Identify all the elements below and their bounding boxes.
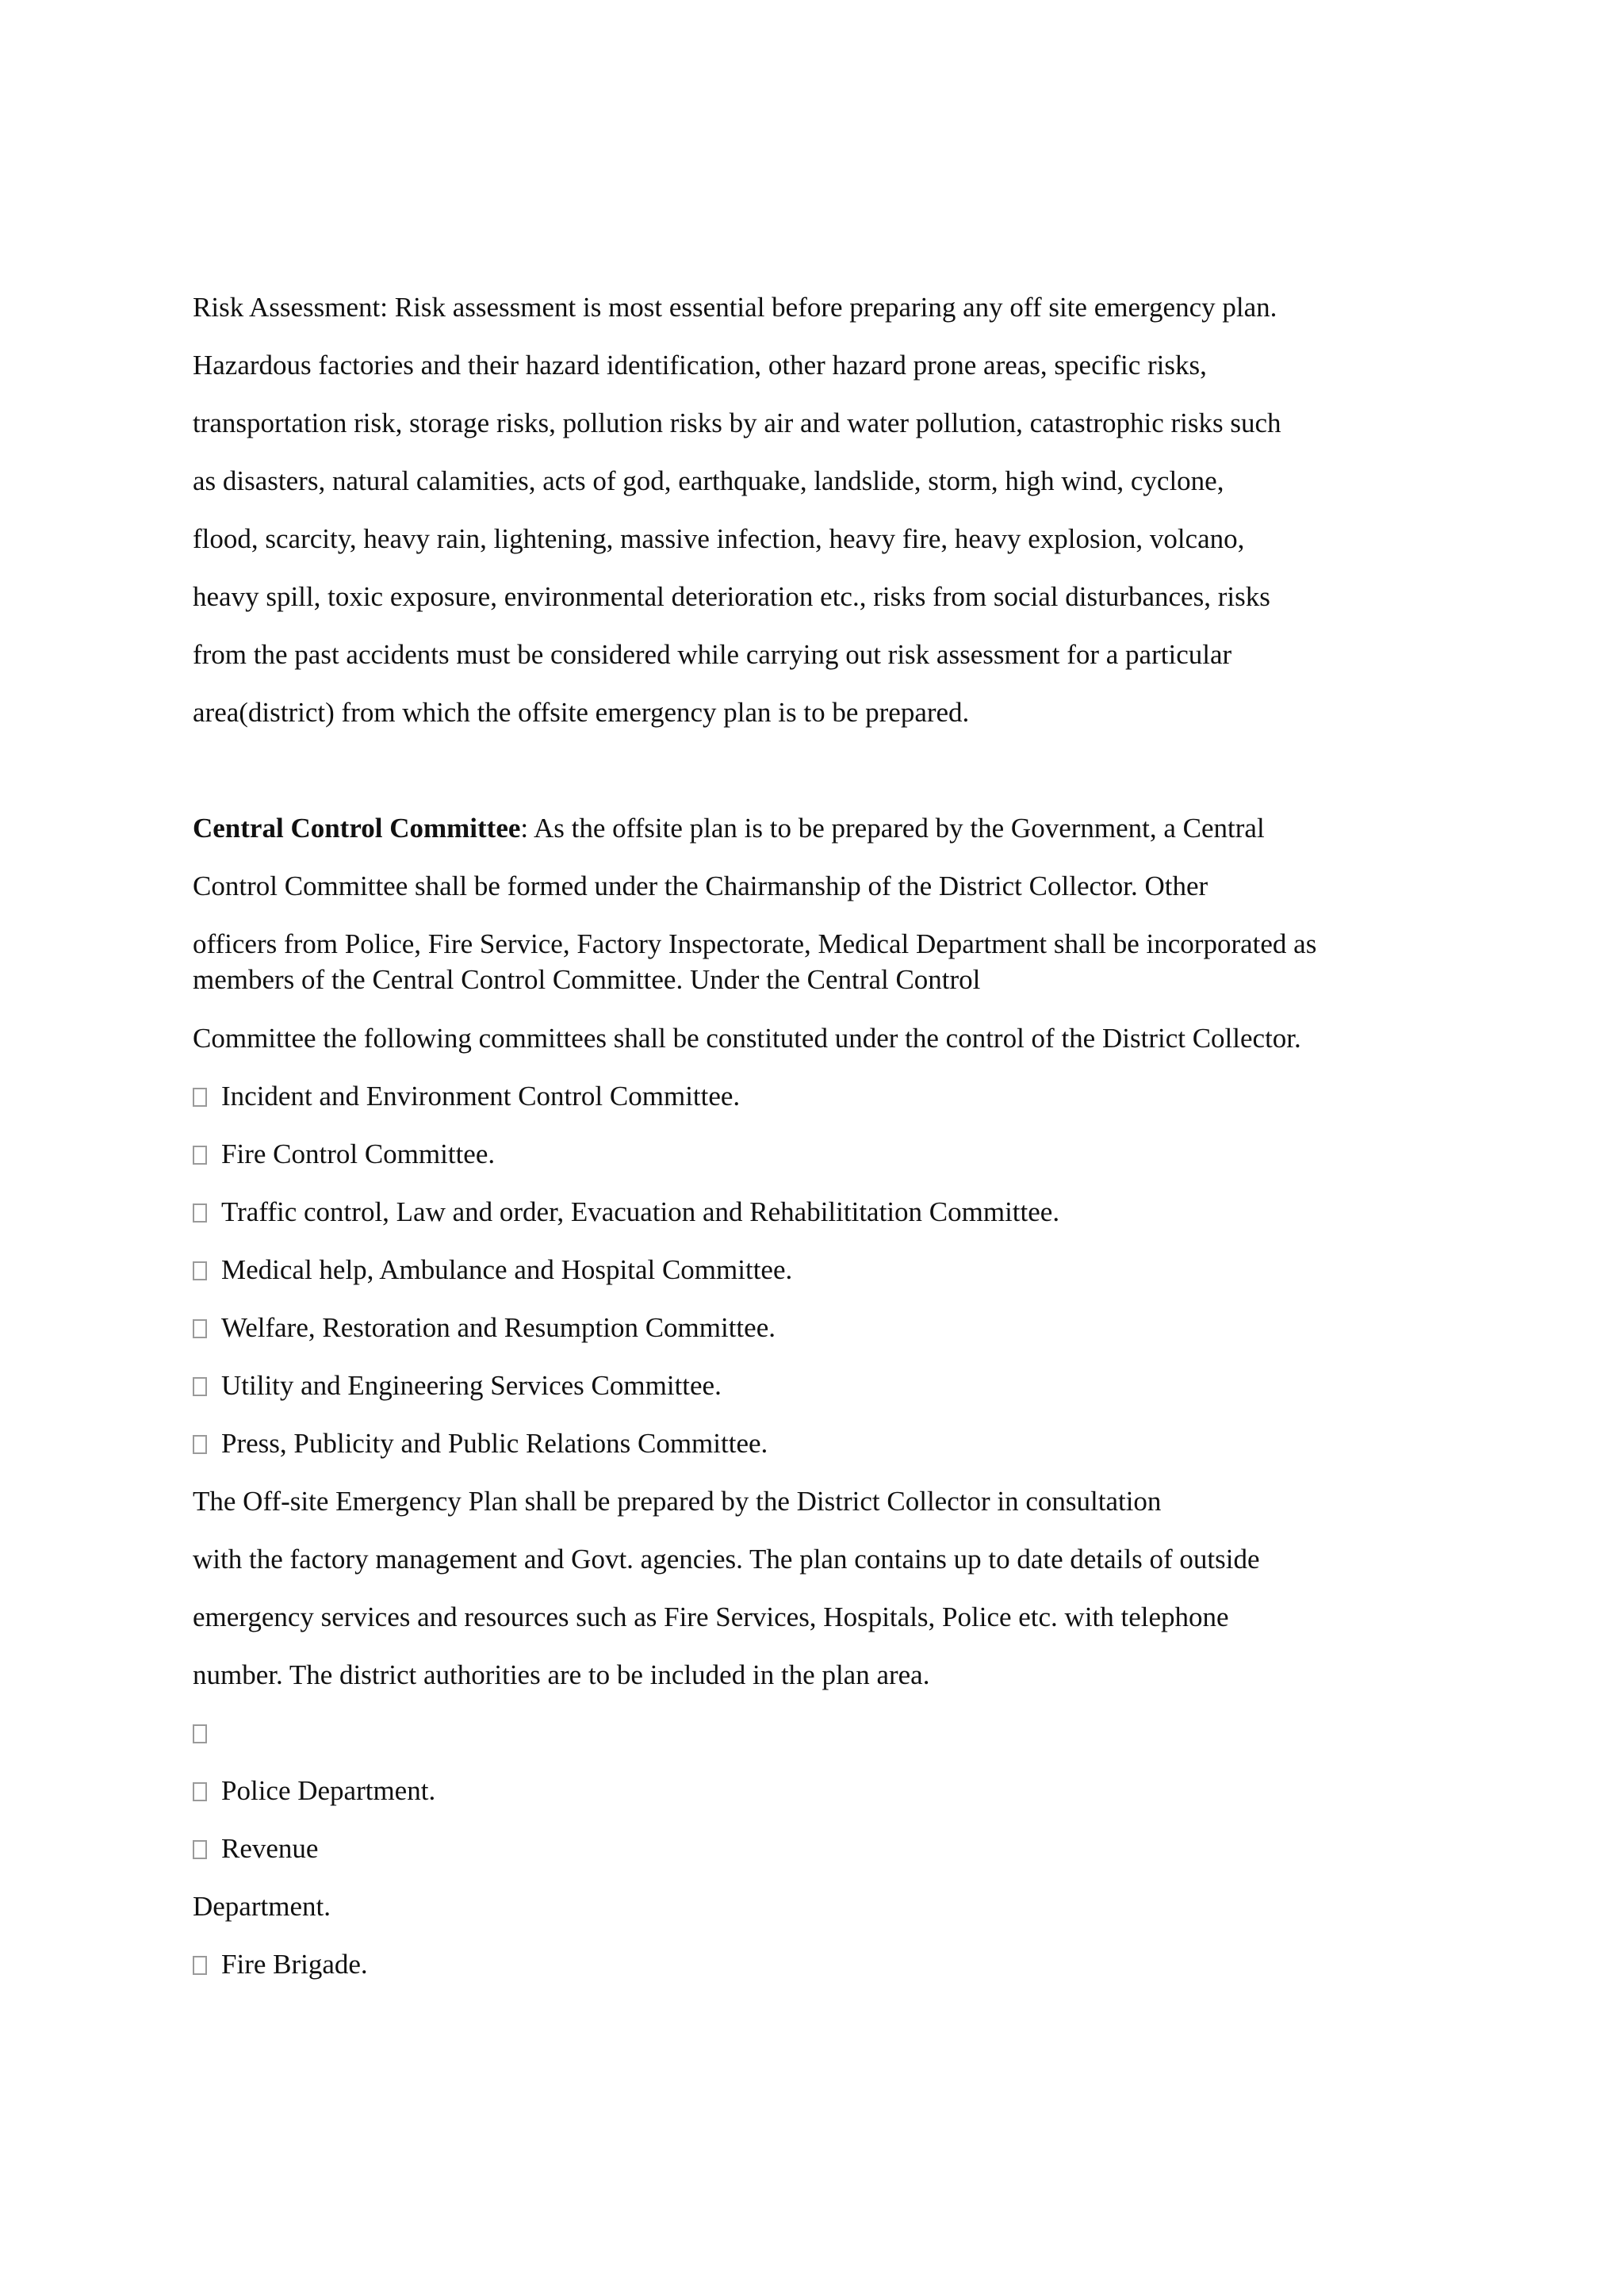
risk-assessment-line-7: from the past accidents must be considered while carrying out risk assessment for a particular (193, 639, 1232, 670)
bullet-box-icon (193, 1319, 207, 1338)
risk-assessment-line-4: as disasters, natural calamities, acts of god, earthquake, landslide, storm, high wind, cyclone, (193, 465, 1224, 496)
list-item (193, 1137, 495, 1172)
list-item (193, 1079, 740, 1114)
bullet-box-icon (193, 1435, 207, 1454)
offsite-plan-line-1: The Off-site Emergency Plan shall be prepared by the District Collector in consultation (193, 1486, 1162, 1517)
risk-assessment-line-3: transportation risk, storage risks, pollution risks by air and water pollution, catastrophic risks such (193, 408, 1281, 438)
committee-incident: Incident and Environment Control Committee. (221, 1081, 741, 1112)
risk-assessment-line-5: flood, scarcity, heavy rain, lightening, massive infection, heavy fire, heavy explosion, volcano, (193, 523, 1245, 554)
bullet-box-icon (193, 1782, 207, 1801)
central-control-line-4: members of the Central Control Committee. Under the Central Control (193, 964, 981, 995)
risk-assessment-line-1: Risk Assessment: Risk assessment is most essential before preparing any off site emergency plan. (193, 292, 1277, 323)
bullet-box-icon (193, 1377, 207, 1396)
list-item (193, 1831, 318, 1866)
authority-fire: Fire Brigade. (221, 1949, 368, 1980)
offsite-plan-line-2: with the factory management and Govt. agencies. The plan contains up to date details of outside (193, 1544, 1260, 1575)
bullet-box-icon (193, 1203, 207, 1223)
list-item (193, 1195, 1059, 1230)
risk-assessment-line-2: Hazardous factories and their hazard identification, other hazard prone areas, specific risks, (193, 350, 1207, 381)
central-control-line-3: officers from Police, Fire Service, Factory Inspectorate, Medical Department shall be incorporated as (193, 928, 1317, 959)
central-control-line-1 (193, 811, 1265, 846)
risk-assessment-line-8: area(district) from which the offsite emergency plan is to be prepared. (193, 697, 970, 728)
bullet-box-icon (193, 1724, 207, 1743)
committee-welfare: Welfare, Restoration and Resumption Committee. (221, 1312, 776, 1343)
authority-police: Police Department. (221, 1775, 436, 1806)
list-item-empty (193, 1716, 221, 1751)
bullet-box-icon (193, 1146, 207, 1165)
offsite-plan-line-3: emergency services and resources such as Fire Services, Hospitals, Police etc. with telephone (193, 1601, 1229, 1632)
central-control-heading: Central Control Committee (193, 813, 521, 844)
list-item (193, 1426, 768, 1461)
committee-medical: Medical help, Ambulance and Hospital Committee. (221, 1254, 793, 1285)
bullet-box-icon (193, 1956, 207, 1975)
committee-utility: Utility and Engineering Services Committee. (221, 1370, 722, 1401)
list-item (193, 1253, 792, 1288)
risk-assessment-line-6: heavy spill, toxic exposure, environmental deterioration etc., risks from social disturbances, risks (193, 581, 1270, 612)
central-control-line-2: Control Committee shall be formed under the Chairmanship of the District Collector. Other (193, 871, 1208, 901)
committee-press: Press, Publicity and Public Relations Committee. (221, 1428, 768, 1459)
bullet-box-icon (193, 1840, 207, 1859)
bullet-box-icon (193, 1261, 207, 1280)
list-item (193, 1368, 722, 1403)
authority-revenue-continued: Department. (193, 1891, 331, 1922)
list-item (193, 1311, 776, 1345)
bullet-box-icon (193, 1088, 207, 1107)
list-item (193, 1774, 435, 1808)
list-item (193, 1947, 368, 1982)
committee-traffic: Traffic control, Law and order, Evacuation and Rehabilititation Committee. (221, 1196, 1060, 1227)
central-control-line-5: Committee the following committees shall be constituted under the control of the District Collector. (193, 1023, 1301, 1054)
authority-revenue: Revenue (221, 1833, 319, 1864)
central-control-line-1-rest: : As the offsite plan is to be prepared by the Government, a Central (520, 813, 1265, 844)
committee-fire: Fire Control Committee. (221, 1138, 496, 1169)
offsite-plan-line-4: number. The district authorities are to be included in the plan area. (193, 1659, 930, 1690)
